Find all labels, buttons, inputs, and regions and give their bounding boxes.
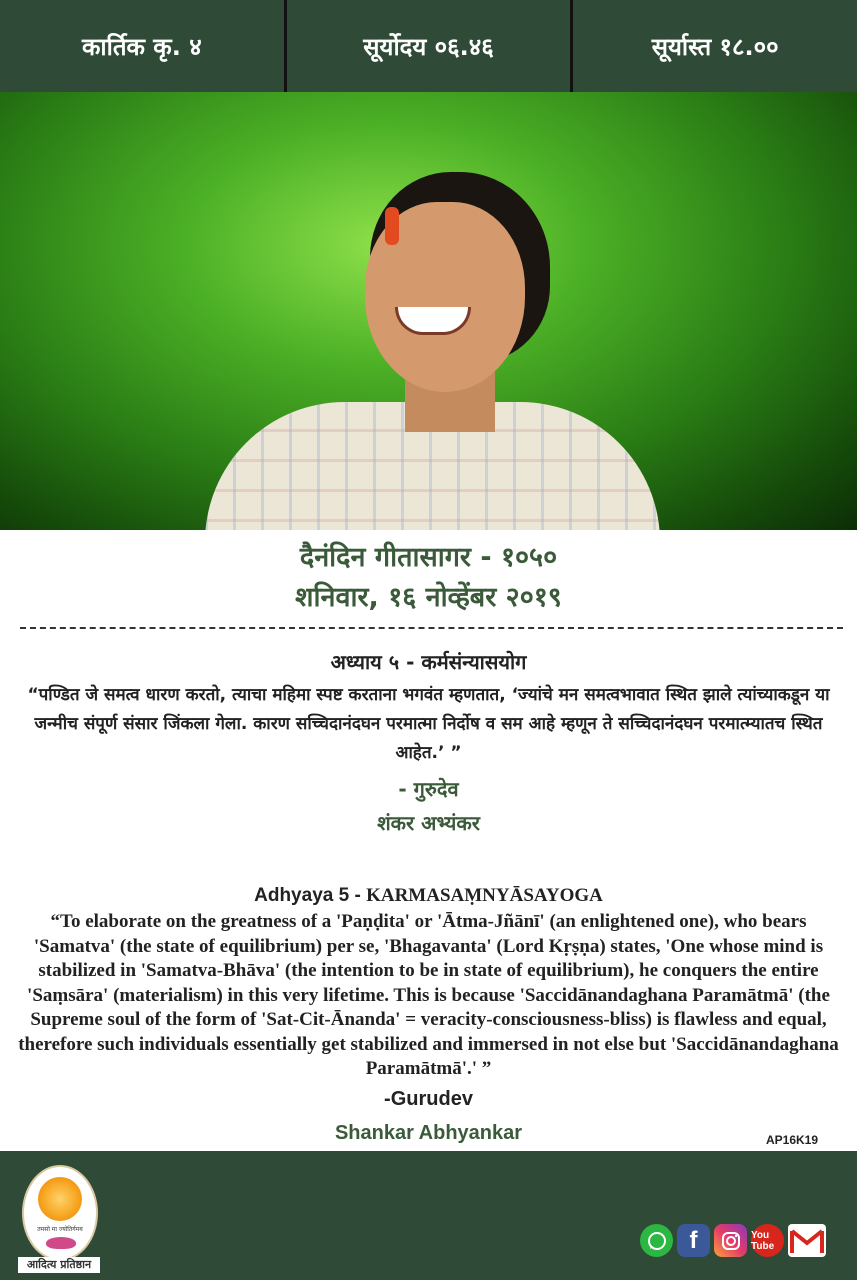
lotus-icon: [46, 1237, 76, 1249]
youtube-icon[interactable]: You Tube: [751, 1224, 784, 1257]
social-icons: [640, 1224, 826, 1257]
footer-bar: [0, 1151, 857, 1280]
dashed-divider: [20, 627, 843, 629]
gurudev-photo: [0, 92, 857, 530]
english-author: -Gurudev: [384, 1087, 473, 1110]
whatsapp-icon[interactable]: [640, 1224, 673, 1257]
gmail-icon[interactable]: [788, 1224, 826, 1257]
marathi-author-name: शंकर अभ्यंकर: [377, 811, 480, 835]
marathi-quote: “पण्डित जे समत्व धारण करतो, त्याचा महिमा स्पष्ट करताना भगवंत म्हणतात, ‘ज्यांचे मन समत्वभावात स्थित झाले त्यांच्याकडून या जन्मीच संपूर्ण संसार जिंकला गेला. कारण सच्चिदानंदघन परमात्मा निर्दोष व सम आहे म्हणून ते सच्चिदानंदघन परमात्म्यातच स्थित आहेत.’ ”: [27, 685, 830, 763]
logo-oval: [22, 1165, 98, 1261]
english-author-name: Shankar Abhyankar: [334, 1121, 523, 1144]
sunset-label: सूर्यास्त १८.००: [651, 32, 779, 61]
tilak-mark: [385, 207, 399, 245]
english-section: [10, 882, 847, 1148]
marathi-heading: अध्याय ५ - कर्मसंन्यासयोग: [330, 650, 527, 674]
logo-motto: तमसो मा ज्योतिर्गमय: [37, 1226, 83, 1233]
post-code: AP16K19: [766, 1133, 819, 1147]
marathi-author: - गुरुदेव: [398, 777, 459, 801]
english-heading: [10, 882, 847, 910]
aaditya-logo: [18, 1165, 100, 1273]
date-line: शनिवार, १६ नोव्हेंबर २०१९: [295, 582, 562, 613]
sunrise-label: सूर्योदय ०६.४६: [287, 0, 574, 92]
instagram-icon[interactable]: [714, 1224, 747, 1257]
page-title: दैनंदिन गीतासागर - १०५०: [299, 542, 558, 573]
english-quote: “To elaborate on the greatness of a 'Paṇḍita' or 'Ātma-Jñānī' (an enlightened one), who bears 'Samatva' (the state of equilibrium) per se, 'Bhagavanta' (Lord Kṛṣṇa) states, 'One whose mind is stabilized in 'Samatva-Bhāva' (the intention to be in state of equilibrium), he conquers the entire 'Saṃsāra' (materialism) in this very lifetime. This is because 'Saccidānandaghana Paramātmā' (the Supreme soul of the form of 'Sat-Cit-Ānanda' = veracity-consciousness-bliss) is flawless and equal, therefore such individuals essentially get stabilized and immersed in not else but 'Saccidānandaghana Paramātmā'.' ”: [18, 911, 839, 1079]
marathi-section: [20, 645, 837, 840]
english-heading-prefix: Adhyaya 5 -: [254, 885, 367, 906]
title-block: [0, 538, 857, 618]
header-bar: [0, 0, 857, 92]
sun-icon: [38, 1177, 82, 1221]
logo-label: आदित्य प्रतिष्ठान: [18, 1257, 100, 1273]
english-heading-title: KARMASAṂNYĀSAYOGA: [366, 885, 603, 906]
facebook-icon[interactable]: f: [677, 1224, 710, 1257]
tithi-label: कार्तिक कृ. ४: [0, 0, 287, 92]
